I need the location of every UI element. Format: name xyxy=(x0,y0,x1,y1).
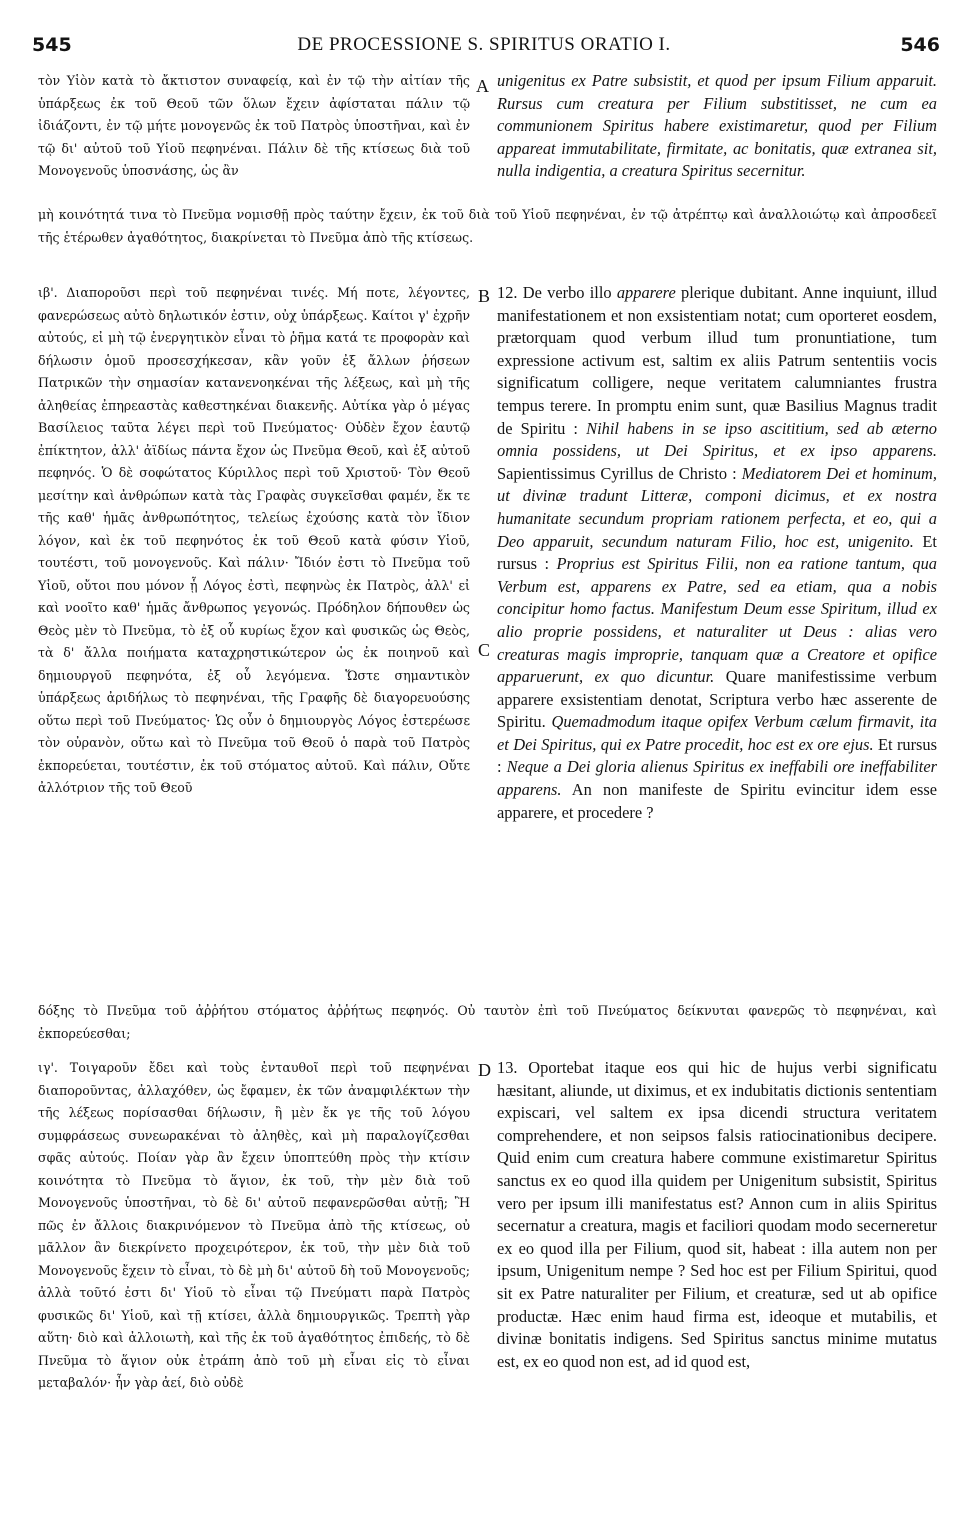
margin-marker-b: B xyxy=(478,286,491,306)
latin-paragraph: unigenitus ex Patre subsistit, et quod per ipsum Filium apparuit. Rursus cum creatura per Filium substitisset, ne cum ea communionem Spiritus habere existimaretur, quod per Filium appareat immutabilitate, firmitate, ac bonitatis, quæ extranea sit, nulla indigentia, a creatura Spiritus secernitur. xyxy=(497,71,937,181)
greek-column-section-3 xyxy=(38,1057,470,1395)
running-title: DE PROCESSIONE S. SPIRITUS ORATIO I. xyxy=(297,34,671,55)
greek-paragraph-13: ιγ'. Τοιγαροῦν ἔδει καὶ τοὺς ἐνταυθοῖ περὶ τοῦ πεφηνέναι διαποροῦντας, ἀλλαχόθεν, ὡς ἔφαμεν, ἐκ τῶν ἀναμφιλέκτων τὴν τῆς λέξεως πορίσασθαι δήλωσιν, ἢ μὲν ἔκ γε τῆς τοῦ λόγου συμφράσεως συνεωρακέναι τὸ ἀληθὲς, καὶ μὴ παραλογίζεσθαι σφᾶς αὐτούς. Ποίαν γὰρ ἂν ἔχειν ὑποπτεύθη πρὸς τὴν κτίσιν κοινότητα τὸ Πνεῦμα τὸ ἅγιον, ἐκ τοῦ, τὴν μὲν διὰ τοῦ Μονογενοῦς ὑποστῆναι, τὸ δὲ δι' αὐτοῦ πεφανερῶσθαι αὐτῇ; Ἢ πῶς ἐν ἄλλοις διακρινόμενον τὸ Πνεῦμα ἀπὸ τῆς κτίσεως, οὐ μᾶλλον ἂν διεκρίνετο προχειρότερον, ἐκ τοῦ, τὴν μὲν διὰ τοῦ Μονογενοῦς ἔχειν τὸ εἶναι, τὸ δὲ μὴ δι' αὐτοῦ δὴ τοῦ Μονογενοῦς; ἀλλὰ τοῦτό ἐστι δι' Υἱοῦ τὸ εἶναι τῷ Πνεύματι παρὰ Πατρὸς φυσικῶς δι' Υἱοῦ, καὶ τῇ κτίσει, ἀλλὰ δημιουργικῶς. Τρεπτὴ γὰρ αὕτη· διὸ καὶ ἀλλοιωτὴ, καὶ τῆς ἐκ τοῦ ἀγαθότητος ἐπιδεής, τὸ δὲ Πνεῦμα τὸ ἅγιον οὐκ ἐτράπη ἀπὸ τοῦ μὴ εἶναι εἰς τὸ εἶναι μεταβαλόν· ἦν γὰρ ἀεί, διὸ οὐδὲ xyxy=(38,1060,470,1390)
greek-paragraph: τὸν Υἱὸν κατὰ τὸ ἄκτιστον συναφείᾳ, καὶ ἐν τῷ τὴν αἰτίαν τῆς ὑπάρξεως ἐκ τοῦ Θεοῦ τῶν ὅλων ἔχειν ἀφίσταται πάλιν τῷ ἰδιάζοντι, ἐν τῷ μήτε μονογενῶς ἐκ τοῦ Πατρὸς ὑποστῆναι, καὶ ἐν τῷ δι' αὐτοῦ τοῦ Υἱοῦ πεφηνέναι. Πάλιν δὲ τῆς κτίσεως διὰ τοῦ Μονογενοῦς ὑποσνάσης, ὡς ἂν xyxy=(38,73,470,178)
page-number-right: 546 xyxy=(900,34,940,56)
greek-paragraph-12: ιβ'. Διαποροῦσι περὶ τοῦ πεφηνέναι τινές. Μή ποτε, λέγοντες, φανερώσεως αὐτὸ δηλωτικόν ἐστιν, οὐχ ὑπάρξεως. Καίτοι γ' ἐχρῆν αὐτούς, εἰ μὴ τῷ ἐνεργητικὸν εἶναι τὸ ῥῆμα κατά τε προφορὰν καὶ δήλωσιν ὁμοῦ προσεσχήκεσαν, κἂν γοῦν ἐξ ἄλλων ῥήσεων Πατρικῶν τὴν σημασίαν κατανενοηκέναι τῆς λέξεως, καὶ μὴ τῆς ἀληθείας ἐπηρεαστὰς καθεστηκέναι διακενῆς. Αὐτίκα γὰρ ὁ μέγας Βασίλειος ταῦτα λέγει περὶ τοῦ Πνεύματος· Οὐδὲν ἔχον ἑαυτῷ ἐπίκτητον, ἀλλ' ἀϊδίως πάντα ἔχον ὡς Πνεῦμα Θεοῦ, καὶ ἐξ αὐτοῦ πεφηνός. Ὁ δὲ σοφώτατος Κύριλλος περὶ τοῦ Χριστοῦ· Τὸν Θεοῦ μεσίτην καὶ ἀνθρώπων κατὰ τὰς Γραφὰς συγκεῖσθαι φαμέν, ἔκ τε τῆς καθ' ἡμᾶς ἀνθρωπότητος, τελείως ἐχούσης κατὰ τὸν ἴδιον λόγον, καὶ ἐκ τοῦ πεφηνότος ἐκ τοῦ Θεοῦ κατὰ φύσιν Υἱοῦ, τουτέστι, τοῦ μονογενοῦς. Καὶ πάλιν· Ἴδιόν ἐστι τὸ Πνεῦμα τοῦ Υἱοῦ, οὔτοι που μόνον ᾗ Λόγος ἐστὶ, πεφηνὼς ἐκ Πατρὸς, ἀλλ' εἰ καὶ νοοῖτο καθ' ἡμᾶς ἄνθρωπος γεγονώς. Πρόδηλον δήπουθεν ὡς Θεὸς μὲν τὸ Πνεῦμα, τὸ ἐξ οὗ κυρίως ἔχον καὶ φυσικῶς ὡς Θεὸς, τὰ δ' ἄλλα ποιήματα καταχρηστικώτερον ὡς ἐκ ποιηνοῦ καὶ δημιουργοῦ πεφηνότα, ἐξ οὗ λεγόμενα. Ὥστε σημαντικὸν ὑπάρξεως ἀριδήλως τὸ πεφηνέναι, τῆς Γραφῆς δὲ διαγορευούσης οὕτω περὶ τοῦ Πνεύματος· Ὡς οὖν ὁ δημιουργὸς Λόγος ἐστερέωσε τὸν οὐρανὸν, οὕτω καὶ τὸ Πνεῦμα τοῦ Θεοῦ ὁ παρὰ τοῦ Πατρὸς ἐκπορεύεται, τουτέστιν, ἐκ τοῦ στόματος αὐτοῦ. Καὶ πάλιν, Οὔτε ἀλλότριον τῆς τοῦ Θεοῦ xyxy=(38,285,470,795)
latin-column-section-1 xyxy=(497,70,937,183)
page-header xyxy=(28,34,940,64)
latin-paragraph-13: 13. Oportebat itaque eos qui hic de hujus verbi significatu hæsitant, aliunde, ut diximus, et ex indubitatis dictionis sententiam expiscari, vel saltem ex ipsa dicendi structura veritatem comprehendere, et non seipsos falsis ratiocinationibus decipere. Quid enim cum creatura habere commune existimaretur Spiritus sanctus ex eo quod illa quidem per Unigenitum subsistit, Spiritus vero per ipsum illi manifestatus est? Annon cum in aliis Spiritus secernatur a creatura, magis et faciliori quodam modo secerneretur ex eo quod illa per Filium, quod sit, habeat : illa autem non per ipsum, Unigenitum nempe ? Sed hoc est per Filium Spiritui, quod sit ex Patre naturaliter per Filium, et creaturæ, sed ut ab opifice productæ. Hæc enim haud firma est, ideoque et mutabilis, et divinæ bonitatis indigens. Sed Spiritus sanctus minime mutatus est, ex eo quod non est, ad id quod est, xyxy=(497,1058,937,1371)
greek-fullwidth-paragraph: μὴ κοινότητά τινα τὸ Πνεῦμα νομισθῇ πρὸς ταύτην ἔχειν, ἐκ τοῦ διὰ τοῦ Υἱοῦ πεφηνέναι, ἐν τῷ ἀτρέπτῳ καὶ ἀναλλοιώτῳ καὶ ἀπροσδεεῖ τῆς ἑτέρωθεν ἀγαθότητος, διακρίνεται τὸ Πνεῦμα ἀπὸ τῆς κτίσεως. xyxy=(38,207,937,245)
margin-marker-d: D xyxy=(478,1060,491,1080)
greek-fullwidth-section-2 xyxy=(38,1000,937,1045)
greek-column-section-1 xyxy=(38,70,470,183)
latin-column-section-2 xyxy=(497,282,937,824)
greek-fullwidth-paragraph-2: δόξης τὸ Πνεῦμα τοῦ ἀῤῥήτου στόματος ἀῤῥήτως πεφηνός. Οὐ ταυτὸν ἐπὶ τοῦ Πνεύματος δείκνυται φανερῶς τὸ πεφηνέναι, καὶ ἐκπορεύεσθαι; xyxy=(38,1003,937,1041)
latin-column-section-3 xyxy=(497,1057,937,1373)
page-number-left: 545 xyxy=(32,34,72,56)
latin-paragraph-12: 12. De verbo illo apparere plerique dubitant. Anne inquiunt, illud manifestationem et non exsistentiam notat; cum oporteret eosdem, prætorquam quod verbum illud tum pronuntiatione, tum expressione activum est, saltim ex aliis Patrum sententiis vocis significatum colligere, neque veritatem calumniantes frustra tempus terere. In promptu enim sunt, quæ Basilius Magnus tradit de Spiritu : Nihil habens in se ipso ascititium, sed ab æterno omnia possidens, ut Dei Spiritus, et ex ipso apparens. Sapientissimus Cyrillus de Christo : Mediatorem Dei et hominum, ut divinæ tradunt Litteræ, componi dicimus, et ex nostra humanitate secundum propriam rationem perfecta, et eo, qui a Deo apparuit, secundum naturam Filio, hoc est, unigenito. Et rursus : Proprius est Spiritus Filii, non ea ratione tantum, qua Verbum est, apparens ex Patre, sed ea etiam, qua a nobis concipitur homo factus. Manifestum Deum esse Spiritum, illud ex alio proprie possidens, et naturaliter ut Deus : alias vero creaturas magis improprie, tanquam quæ a Creatore et opifice apparuerunt, ex quo dicuntur. Quare manifestissime verbum apparere exsistentiam denotat, Scriptura verbo hæc asserente de Spiritu. Quemadmodum itaque opifex Verbum cælum firmavit, ita et Dei Spiritus, qui ex Patre procedit, hoc est ex ore ejus. Et rursus : Neque a Dei gloria alienus Spiritus ex ineffabili ore ineffabiliter apparens. An non manifeste de Spiritu evincitur idem esse apparere, et procedere ? xyxy=(497,283,938,822)
greek-column-section-2 xyxy=(38,282,470,800)
greek-fullwidth-section-1 xyxy=(38,204,937,249)
margin-marker-a: A xyxy=(476,76,489,96)
margin-marker-c: C xyxy=(478,640,491,660)
